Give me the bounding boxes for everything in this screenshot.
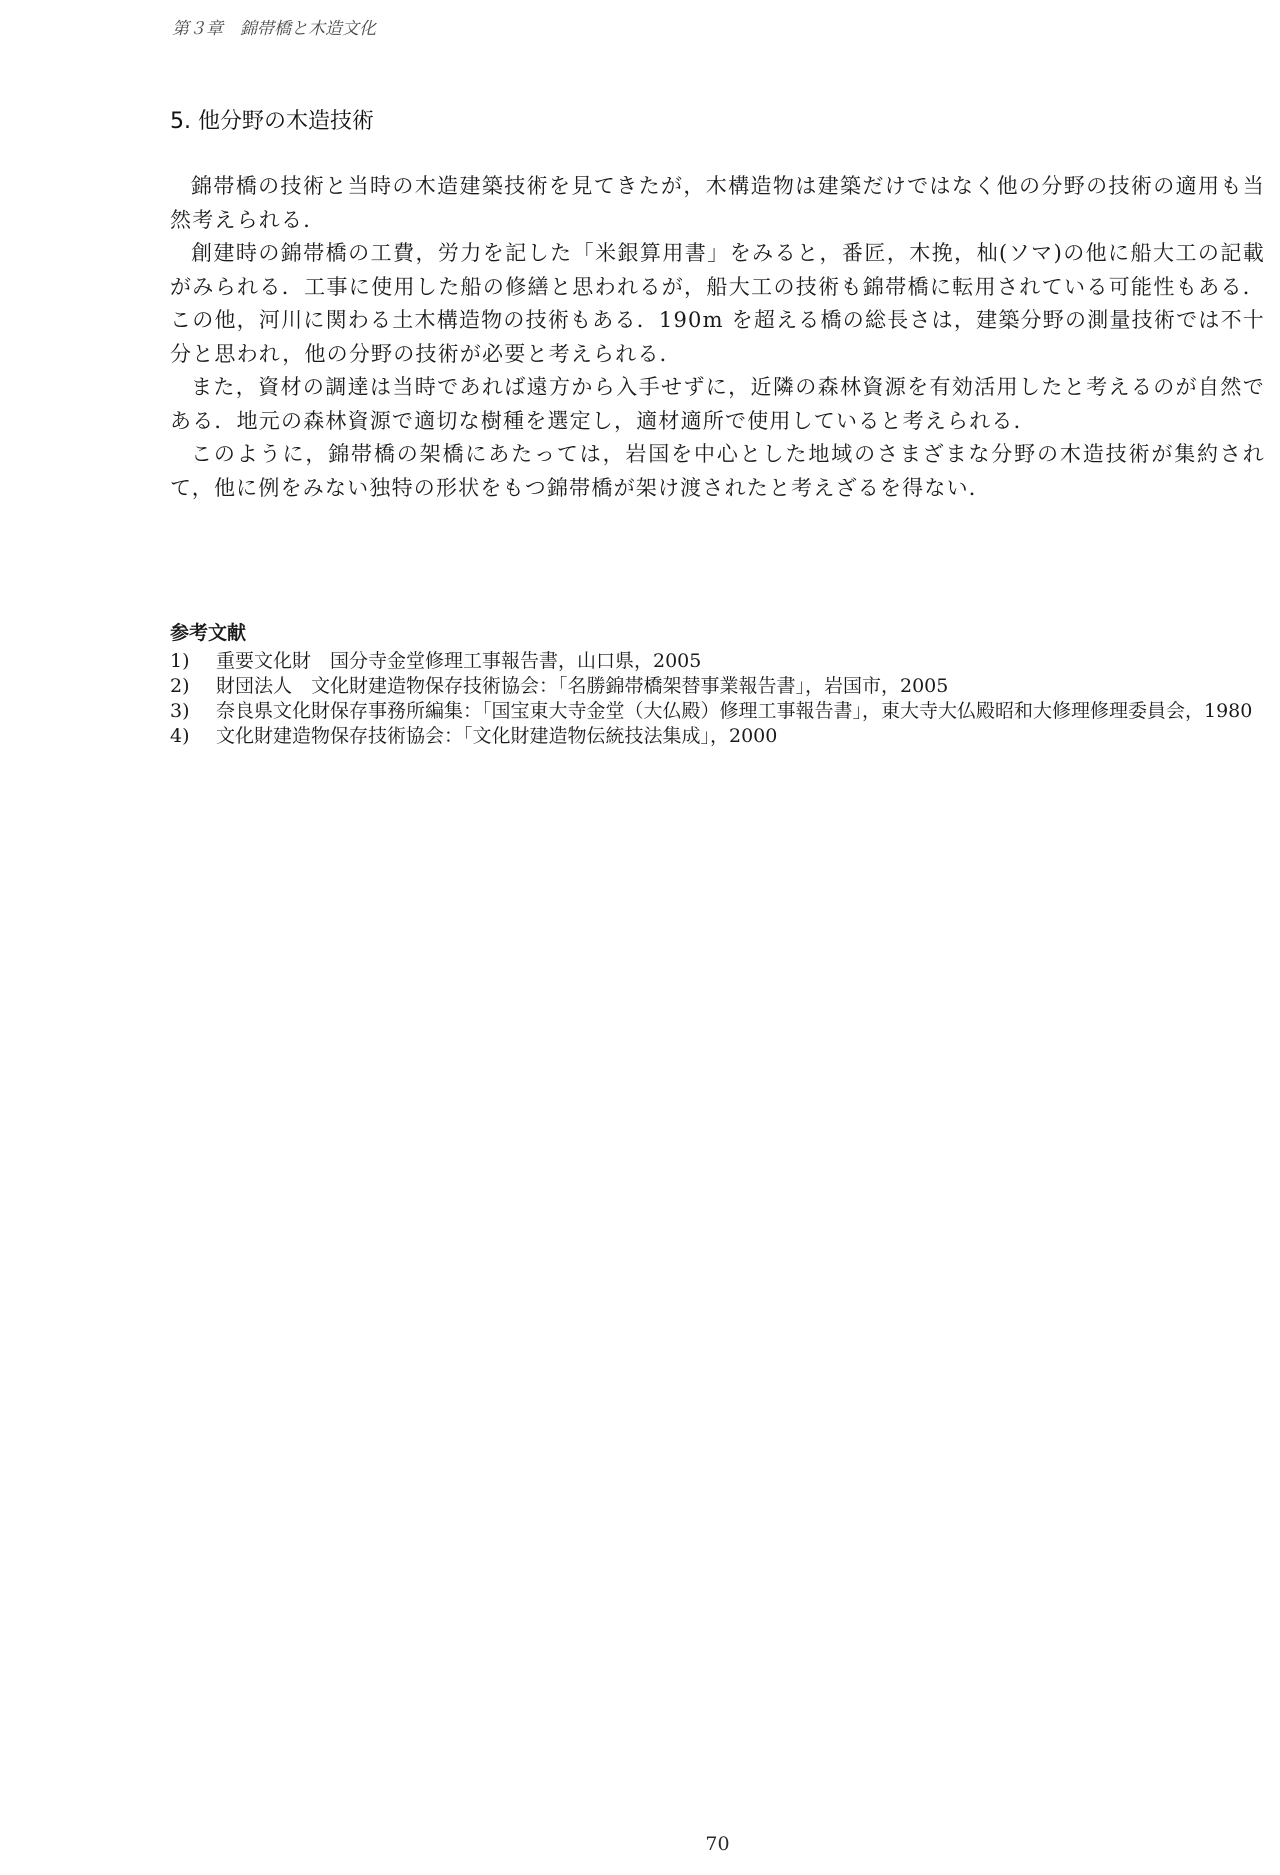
paragraph: 創建時の錦帯橋の工費，労力を記した「米銀算用書」をみると，番匠，木挽，杣(ソマ)の他に船大工の記載がみられる．工事に使用した船の修繕と思われるが，船大工の技術も錦帯橋に転用されている可能性もある．この他，河川に関わる土木構造物の技術もある．190m を超える橋の総長さは，建築分野の測量技術では不十分と思われ，他の分野の技術が必要と考えられる．	[170, 241, 1265, 366]
references-section	[170, 618, 1265, 749]
references-title: 参考文献	[170, 622, 247, 644]
reference-number: 1)	[170, 650, 190, 672]
paragraph: また，資材の調達は当時であれば遠方から入手せずに，近隣の森林資源を有効活用したと考えるのが自然である．地元の森林資源で適切な樹種を選定し，適材適所で使用していると考えられる．	[170, 375, 1265, 433]
reference-item	[170, 699, 1265, 724]
paragraph: 錦帯橋の技術と当時の木造建築技術を見てきたが，木構造物は建築だけではなく他の分野の技術の適用も当然考えられる．	[170, 174, 1265, 232]
reference-text: 奈良県文化財保存事務所編集：「国宝東大寺金堂（大仏殿）修理工事報告書」，東大寺大仏殿昭和大修理修理委員会，1980	[216, 700, 1253, 722]
section-body	[170, 170, 1265, 505]
reference-text: 文化財建造物保存技術協会：「文化財建造物伝統技法集成」，2000	[216, 725, 778, 747]
reference-item	[170, 649, 1265, 674]
references-list	[170, 649, 1265, 749]
reference-item	[170, 674, 1265, 699]
reference-text: 重要文化財 国分寺金堂修理工事報告書，山口県，2005	[216, 650, 702, 672]
paragraph: このように，錦帯橋の架橋にあたっては，岩国を中心とした地域のさまざまな分野の木造技術が集約されて，他に例をみない独特の形状をもつ錦帯橋が架け渡されたと考えざるを得ない．	[170, 442, 1265, 500]
reference-number: 2)	[170, 675, 190, 697]
reference-number: 3)	[170, 700, 190, 722]
section-heading: 5. 他分野の木造技術	[170, 109, 374, 134]
reference-text: 財団法人 文化財建造物保存技術協会：「名勝錦帯橋架替事業報告書」，岩国市，2005	[216, 675, 949, 697]
reference-item	[170, 724, 1265, 749]
page-number: 70	[705, 1833, 730, 1855]
running-header: 第３章 錦帯橋と木造文化	[172, 19, 376, 39]
reference-number: 4)	[170, 725, 190, 747]
